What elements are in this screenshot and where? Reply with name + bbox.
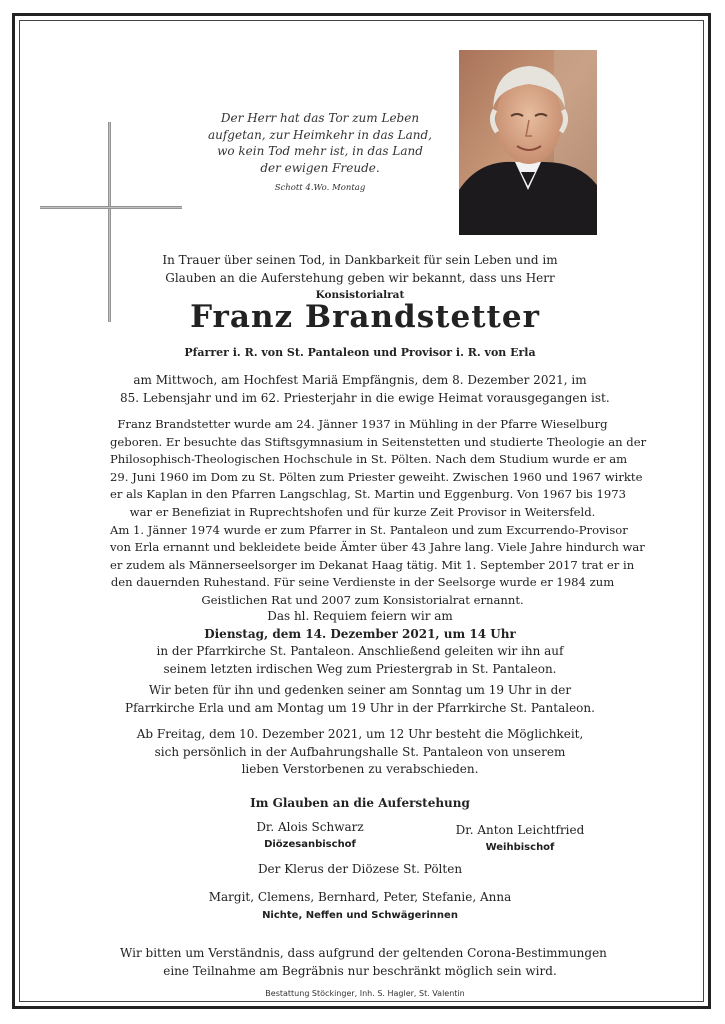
viewing-info xyxy=(120,726,600,779)
biography-line: geboren. Er besuchte das Stiftsgymnasium in Seitenstetten und studierte Theologie an der xyxy=(110,434,647,449)
clergy-line: Der Klerus der Diözese St. Pölten xyxy=(257,862,463,876)
family-relation: Nichte, Neffen und Schwägerinnen xyxy=(262,909,458,921)
biography-line: war er Benefiziat in Ruprechtshofen und für kurze Zeit Provisor in Weitersfeld. xyxy=(129,504,596,519)
biography-line: Geistlichen Rat und 2007 zum Konsistorialrat ernannt. xyxy=(201,592,524,607)
intro-line: In Trauer über seinen Tod, in Dankbarkeit für sein Leben und im xyxy=(162,253,558,267)
requiem-date: Dienstag, dem 14. Dezember 2021, um 14 Uhr xyxy=(204,626,516,641)
corona-line: eine Teilnahme am Begräbnis nur beschränkt möglich sein wird. xyxy=(163,963,557,978)
family xyxy=(120,889,600,924)
bible-quote xyxy=(200,110,440,197)
cross-icon-horizontal xyxy=(40,206,182,209)
signatory-title: Diözesanbischof xyxy=(264,839,356,850)
viewing-line: lieben Verstorbenen zu verabschieden. xyxy=(241,762,479,776)
quote-line: aufgetan, zur Heimkehr in das Land, xyxy=(207,127,432,142)
funeral-home: Bestattung Stöckinger, Inh. S. Hagler, St. Valentin xyxy=(265,989,465,998)
biography-line: 29. Juni 1960 im Dom zu St. Pölten zum Priester geweiht. Zwischen 1960 und 1967 wirkte xyxy=(110,469,643,484)
prayer-info xyxy=(120,682,600,717)
requiem-line: seinem letzten irdischen Weg zum Priestergrab in St. Pantaleon. xyxy=(163,661,557,676)
prayer-line: Wir beten für ihn und gedenken seiner am Sonntag um 19 Uhr in der xyxy=(148,683,572,697)
quote-line: wo kein Tod mehr ist, in das Land xyxy=(217,144,423,158)
requiem-line: in der Pfarrkirche St. Pantaleon. Anschließend geleiten wir ihn auf xyxy=(156,644,564,658)
cross-icon-vertical xyxy=(108,122,111,322)
requiem-line: Das hl. Requiem feiern wir am xyxy=(267,609,453,623)
signatory-bishop xyxy=(240,819,380,853)
biography-line: er zudem als Männerseelsorger im Dekanat Haag tätig. Mit 1. September 2017 trat er in xyxy=(110,557,635,572)
position-title: Pfarrer i. R. von St. Pantaleon und Provisor i. R. von Erla xyxy=(184,346,536,359)
family-names: Margit, Clemens, Bernhard, Peter, Stefanie, Anna xyxy=(208,890,512,904)
viewing-line: sich persönlich in der Aufbahrungshalle St. Pantaleon von unserem xyxy=(154,744,566,759)
signatory-auxiliary-bishop xyxy=(440,822,600,856)
biography-line: von Erla ernannt und bekleidete beide Ämter über 43 Jahre lang. Viele Jahre hindurch war xyxy=(110,540,645,555)
position-line xyxy=(120,344,600,362)
biography-line: Franz Brandstetter wurde am 24. Jänner 1937 in Mühling in der Pfarre Wieselburg xyxy=(117,417,608,431)
intro-text xyxy=(120,252,600,305)
signatory-name: Dr. Alois Schwarz xyxy=(256,820,364,834)
portrait-photo xyxy=(459,50,597,235)
biography-line: Am 1. Jänner 1974 wurde er zum Pfarrer in St. Pantaleon und zum Excurrendo-Provisor xyxy=(110,522,628,537)
corona-notice xyxy=(120,945,607,980)
death-notice-line: am Mittwoch, am Hochfest Mariä Empfängnis, dem 8. Dezember 2021, im xyxy=(133,373,587,387)
closing-phrase: Im Glauben an die Auferstehung xyxy=(250,796,470,810)
viewing-line: Ab Freitag, dem 10. Dezember 2021, um 12 Uhr besteht die Möglichkeit, xyxy=(136,727,584,741)
death-notice-line: 85. Lebensjahr und im 62. Priesterjahr in die ewige Heimat vorausgegangen ist. xyxy=(120,390,610,405)
biography-line: den dauernden Ruhestand. Für seine Verdienste in der Seelsorge wurde er 1984 zum xyxy=(110,575,615,590)
biography-line: Philosophisch-Theologischen Hochschule in St. Pölten. Nach dem Studium wurde er am xyxy=(110,452,628,467)
requiem-info xyxy=(120,608,600,678)
signatory-name: Dr. Anton Leichtfried xyxy=(455,823,585,837)
quote-source: Schott 4.Wo. Montag xyxy=(274,183,366,193)
biography-line: er als Kaplan in den Pfarren Langschlag, St. Martin und Eggenburg. Von 1967 bis 1973 xyxy=(110,487,626,502)
signatory-title: Weihbischof xyxy=(485,842,555,853)
death-notice xyxy=(120,372,610,407)
prayer-line: Pfarrkirche Erla und am Montag um 19 Uhr in der Pfarrkirche St. Pantaleon. xyxy=(125,700,595,715)
quote-line: Der Herr hat das Tor zum Leben xyxy=(220,111,420,125)
biography xyxy=(110,416,647,610)
quote-line: der ewigen Freude. xyxy=(260,160,380,175)
deceased-name: Franz Brandstetter xyxy=(190,299,540,335)
rank-title: Konsistorialrat xyxy=(315,289,405,301)
corona-line: Wir bitten um Verständnis, dass aufgrund der geltenden Corona-Bestimmungen xyxy=(120,946,607,960)
intro-line: Glauben an die Auferstehung geben wir bekannt, dass uns Herr xyxy=(165,270,555,285)
